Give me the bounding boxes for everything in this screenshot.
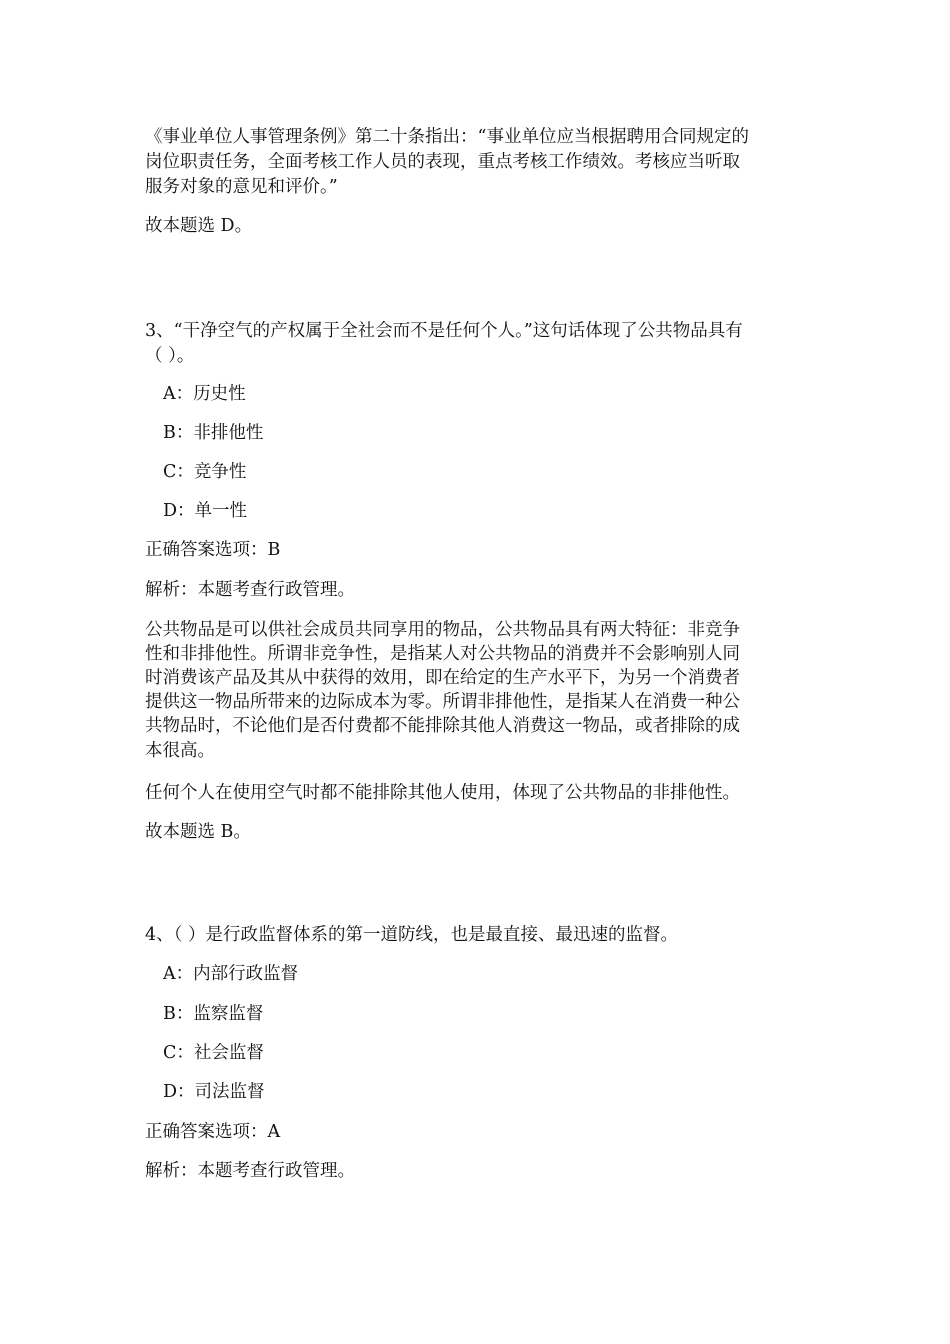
q2-conclusion: 故本题选 D。 <box>145 216 253 236</box>
q2-explanation-line-2: 岗位职责任务，全面考核工作人员的表现，重点考核工作绩效。考核应当听取 <box>145 152 740 172</box>
q2-explanation-line-1: 《事业单位人事管理条例》第二十条指出：“事业单位应当根据聘用合同规定的 <box>145 127 749 147</box>
q3-explanation-line-5: 共物品时，不论他们是否付费都不能排除其他人消费这一物品，或者排除的成 <box>145 716 740 736</box>
q2-explanation-line-3: 服务对象的意见和评价。” <box>145 177 338 197</box>
q3-conclusion: 故本题选 B。 <box>145 822 251 842</box>
q3-question-line-1: 3、“干净空气的产权属于全社会而不是任何个人。”这句话体现了公共物品具有 <box>145 321 743 341</box>
q3-explanation-line-6: 本很高。 <box>145 741 215 761</box>
q4-option-a: A：内部行政监督 <box>163 964 299 984</box>
q3-option-b: B：非排他性 <box>163 423 264 443</box>
q3-answer: 正确答案选项：B <box>145 540 281 560</box>
q3-explanation-line-3: 时消费该产品及其从中获得的效用，即在给定的生产水平下，为另一个消费者 <box>145 668 740 688</box>
q3-explanation-line-1: 公共物品是可以供社会成员共同享用的物品，公共物品具有两大特征：非竞争 <box>145 620 740 640</box>
q4-option-b: B：监察监督 <box>163 1004 264 1024</box>
q4-question: 4、（ ）是行政监督体系的第一道防线，也是最直接、最迅速的监督。 <box>145 925 678 945</box>
q3-analysis: 解析：本题考查行政管理。 <box>145 580 355 600</box>
q3-option-d: D：单一性 <box>163 501 248 521</box>
q3-question-line-2: （ ）。 <box>145 346 195 366</box>
q4-answer: 正确答案选项：A <box>145 1122 281 1142</box>
q4-option-c: C：社会监督 <box>163 1043 264 1063</box>
q3-option-a: A：历史性 <box>163 384 246 404</box>
q3-explanation-line-2: 性和非排他性。所谓非竞争性，是指某人对公共物品的消费并不会影响别人同 <box>145 644 740 664</box>
q3-explanation-2: 任何个人在使用空气时都不能排除其他人使用，体现了公共物品的非排他性。 <box>145 783 740 803</box>
q3-option-c: C：竞争性 <box>163 462 247 482</box>
q3-explanation-line-4: 提供这一物品所带来的边际成本为零。所谓非排他性，是指某人在消费一种公 <box>145 692 740 712</box>
q4-option-d: D：司法监督 <box>163 1082 265 1102</box>
q4-analysis: 解析：本题考查行政管理。 <box>145 1161 355 1181</box>
